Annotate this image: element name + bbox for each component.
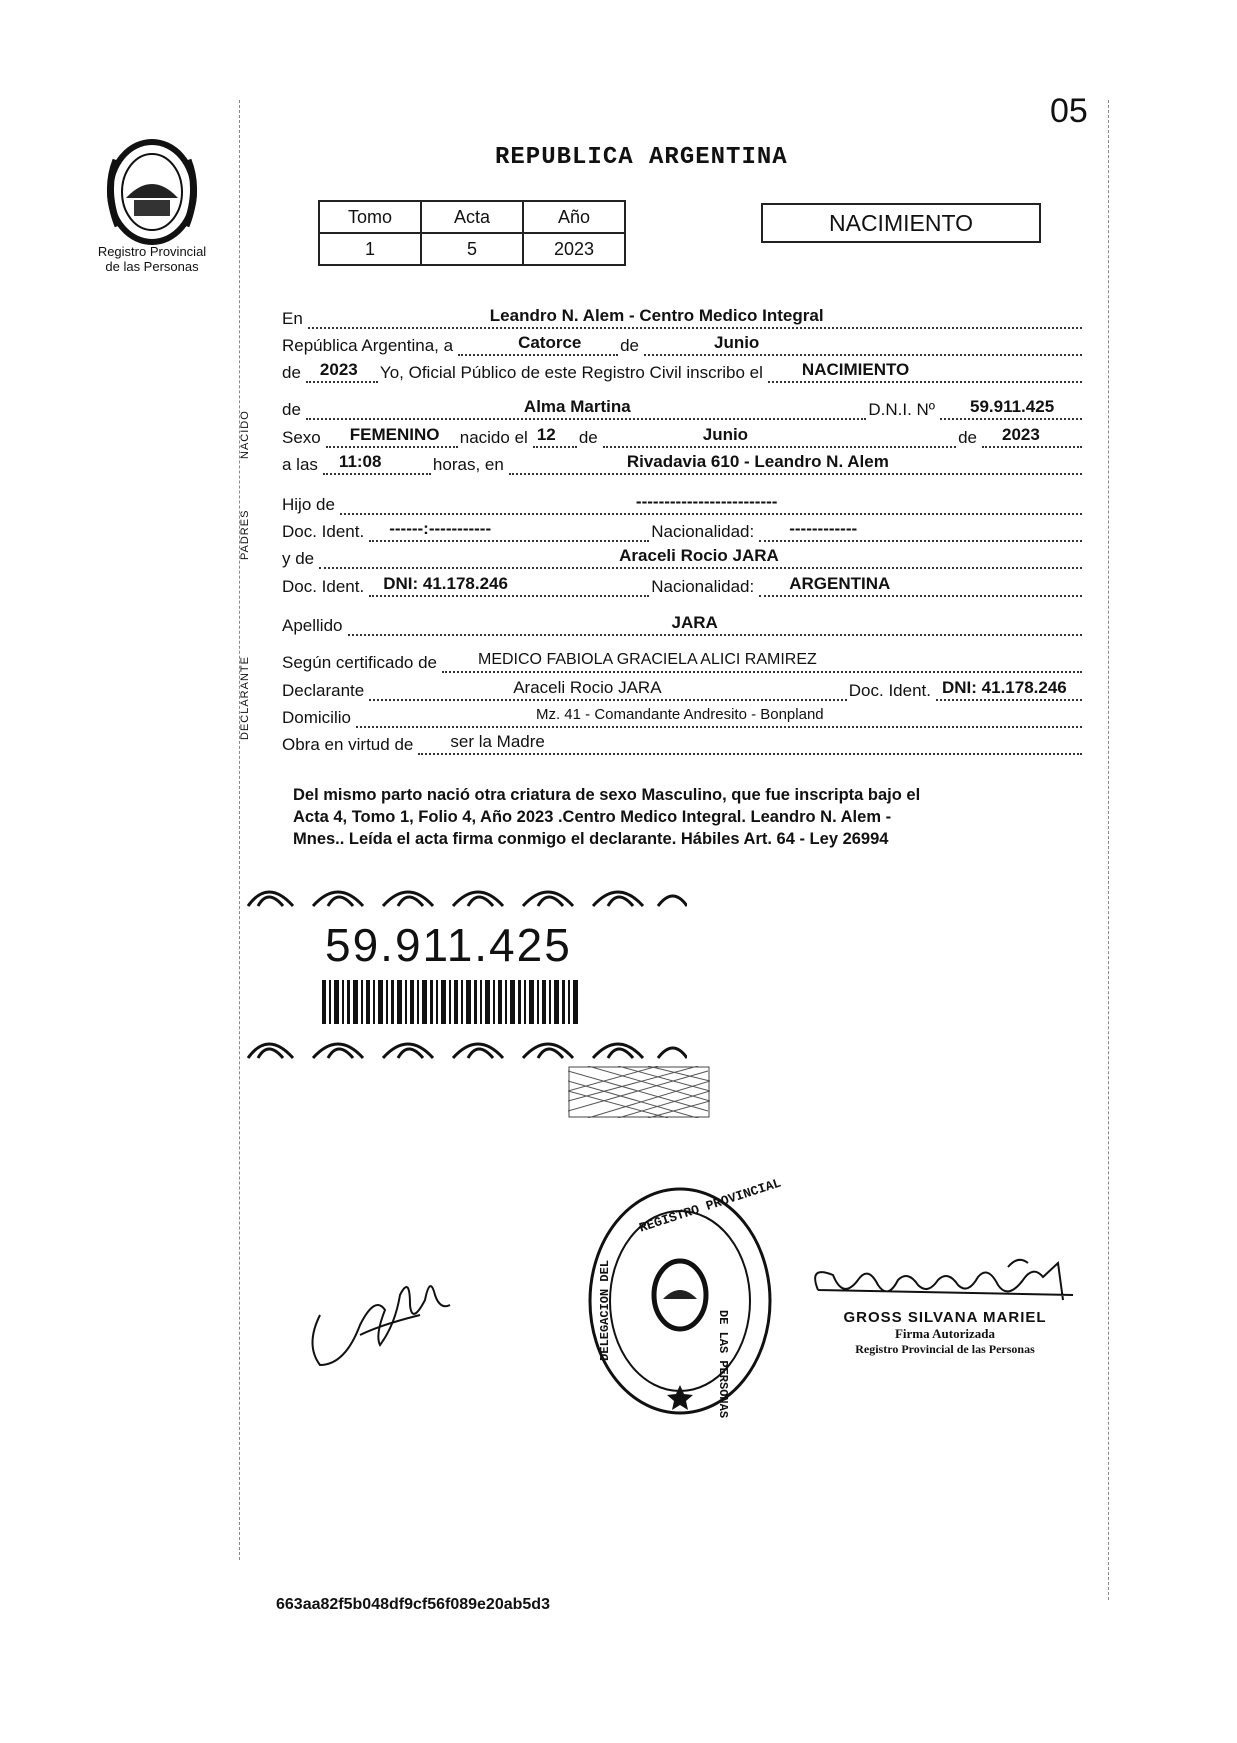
note-line-1: Del mismo parto nació otra criatura de sexo Masculino, que fue inscripta bajo el bbox=[293, 786, 921, 804]
value-dni: 59.911.425 bbox=[970, 397, 1055, 416]
row-declarante bbox=[282, 677, 1084, 701]
tomo-header: Tomo bbox=[319, 201, 421, 233]
label-hijo-de: Hijo de bbox=[282, 495, 335, 514]
value-anio-nac: 2023 bbox=[1002, 425, 1040, 444]
barcode-icon bbox=[322, 980, 580, 1024]
label-de-nombre: de bbox=[282, 400, 301, 419]
section-label-nacido: NACIDO bbox=[239, 410, 251, 460]
row-sexo bbox=[282, 424, 1084, 448]
value-padre: ------------------------- bbox=[635, 492, 778, 511]
value-madre-doc: DNI: 41.178.246 bbox=[383, 574, 508, 593]
row-obra bbox=[282, 731, 1084, 755]
stamp-text-top: REGISTRO PROVINCIAL bbox=[637, 1175, 783, 1236]
anio-header: Año bbox=[523, 201, 625, 233]
security-band-top bbox=[243, 878, 687, 908]
label-certificado: Según certificado de bbox=[282, 653, 437, 672]
document-hash: 663aa82f5b048df9cf56f089e20ab5d3 bbox=[276, 1596, 550, 1613]
value-hora: 11:08 bbox=[338, 452, 382, 471]
security-band-bottom bbox=[243, 1030, 687, 1060]
acta-value: 5 bbox=[421, 233, 523, 265]
row-certificado bbox=[282, 649, 1084, 673]
value-dia-nac: 12 bbox=[536, 425, 556, 444]
provincial-seal-icon bbox=[96, 130, 208, 250]
right-margin-line bbox=[1108, 100, 1109, 1600]
act-type-box: NACIMIENTO bbox=[761, 203, 1041, 243]
value-lugar-nac: Rivadavia 610 - Leandro N. Alem bbox=[626, 452, 889, 471]
value-padre-nac: ------------ bbox=[789, 519, 858, 538]
row-doc-madre bbox=[282, 573, 1084, 597]
label-nacionalidad-padre: Nacionalidad: bbox=[651, 522, 755, 541]
value-madre: Araceli Rocio JARA bbox=[619, 546, 779, 565]
barcode-number: 59.911.425 bbox=[325, 919, 572, 971]
left-margin-line bbox=[239, 100, 240, 1560]
label-horas: horas, en bbox=[432, 455, 504, 474]
label-declarante: Declarante bbox=[282, 681, 365, 700]
label-dni: D.N.I. Nº bbox=[868, 400, 935, 419]
label-y-de: y de bbox=[282, 549, 315, 568]
value-declarante: Araceli Rocio JARA bbox=[513, 678, 662, 697]
value-tipo-acta: NACIMIENTO bbox=[801, 360, 910, 379]
value-dia-texto: Catorce bbox=[518, 333, 582, 352]
declarant-signature bbox=[300, 1255, 460, 1370]
label-en: En bbox=[282, 309, 303, 328]
row-madre bbox=[282, 545, 1084, 569]
row-domicilio bbox=[282, 704, 1084, 728]
signer-name: GROSS SILVANA MARIEL bbox=[843, 1309, 1047, 1326]
label-a-las: a las bbox=[282, 455, 318, 474]
note-line-3: Mnes.. Leída el acta firma conmigo el declarante. Hábiles Art. 64 - Ley 26994 bbox=[293, 830, 889, 848]
value-certificado: MEDICO FABIOLA GRACIELA ALICI RAMIREZ bbox=[478, 651, 817, 668]
signer-block bbox=[830, 1309, 1060, 1357]
row-hijo bbox=[282, 491, 1084, 515]
value-mes-texto: Junio bbox=[713, 333, 760, 352]
registry-name-line2: de las Personas bbox=[105, 259, 199, 274]
stamp-text-left: DELEGACION DEL bbox=[598, 1260, 612, 1361]
row-inscribo bbox=[282, 359, 1084, 383]
registry-name bbox=[72, 244, 232, 274]
note-line-2: Acta 4, Tomo 1, Folio 4, Año 2023 .Centro Medico Integral. Leandro N. Alem - bbox=[293, 808, 892, 826]
label-de-anio: de bbox=[282, 363, 301, 382]
stamp-text-right: DE LAS PERSONAS bbox=[716, 1310, 730, 1419]
value-mes-nac: Junio bbox=[702, 425, 749, 444]
label-nacionalidad-madre: Nacionalidad: bbox=[651, 577, 755, 596]
section-label-padres: PADRES bbox=[239, 509, 251, 561]
section-label-declarante: DECLARANTE bbox=[239, 656, 251, 740]
label-doc-declarante: Doc. Ident. bbox=[848, 681, 931, 700]
label-apellido: Apellido bbox=[282, 616, 343, 635]
note-paragraph bbox=[293, 784, 1075, 850]
label-republica: República Argentina, a bbox=[282, 336, 454, 355]
row-apellido bbox=[282, 612, 1084, 636]
row-fecha bbox=[282, 332, 1084, 356]
official-signature bbox=[808, 1255, 1078, 1315]
value-nombre: Alma Martina bbox=[523, 397, 631, 416]
value-declarante-doc: DNI: 41.178.246 bbox=[942, 678, 1067, 697]
label-domicilio: Domicilio bbox=[282, 708, 351, 727]
label-obra: Obra en virtud de bbox=[282, 735, 414, 754]
tomo-value: 1 bbox=[319, 233, 421, 265]
label-doc-padre: Doc. Ident. bbox=[282, 522, 365, 541]
signer-role: Firma Autorizada bbox=[894, 1326, 995, 1341]
anio-value: 2023 bbox=[523, 233, 625, 265]
value-apellido: JARA bbox=[671, 613, 718, 632]
label-sexo: Sexo bbox=[282, 428, 321, 447]
label-de-mes: de bbox=[578, 428, 598, 447]
page-number: 05 bbox=[1050, 92, 1088, 130]
acta-header: Acta bbox=[421, 201, 523, 233]
registry-name-line1: Registro Provincial bbox=[97, 244, 207, 259]
value-obra: ser la Madre bbox=[450, 732, 545, 751]
reference-table bbox=[318, 200, 626, 266]
label-doc-madre: Doc. Ident. bbox=[282, 577, 365, 596]
value-anio-texto: 2023 bbox=[319, 360, 358, 379]
label-de-anio-nac: de bbox=[958, 428, 977, 447]
label-nacido-el: nacido el bbox=[459, 428, 528, 447]
value-padre-doc: ------:----------- bbox=[389, 519, 492, 538]
label-de: de bbox=[620, 336, 639, 355]
row-lugar bbox=[282, 305, 1084, 329]
row-nombre bbox=[282, 396, 1084, 420]
value-madre-nac: ARGENTINA bbox=[789, 574, 891, 593]
value-domicilio: Mz. 41 - Comandante Andresito - Bonpland bbox=[535, 706, 824, 723]
security-hologram-icon bbox=[568, 1066, 710, 1118]
value-lugar: Leandro N. Alem - Centro Medico Integral bbox=[489, 306, 824, 325]
value-sexo: FEMENINO bbox=[349, 425, 440, 444]
document-title: REPUBLICA ARGENTINA bbox=[495, 144, 788, 171]
label-inscribo: Yo, Oficial Público de este Registro Civil inscribo el bbox=[379, 363, 763, 382]
row-hora bbox=[282, 451, 1084, 475]
row-doc-padre bbox=[282, 518, 1084, 542]
signer-org: Registro Provincial de las Personas bbox=[855, 1342, 1035, 1356]
